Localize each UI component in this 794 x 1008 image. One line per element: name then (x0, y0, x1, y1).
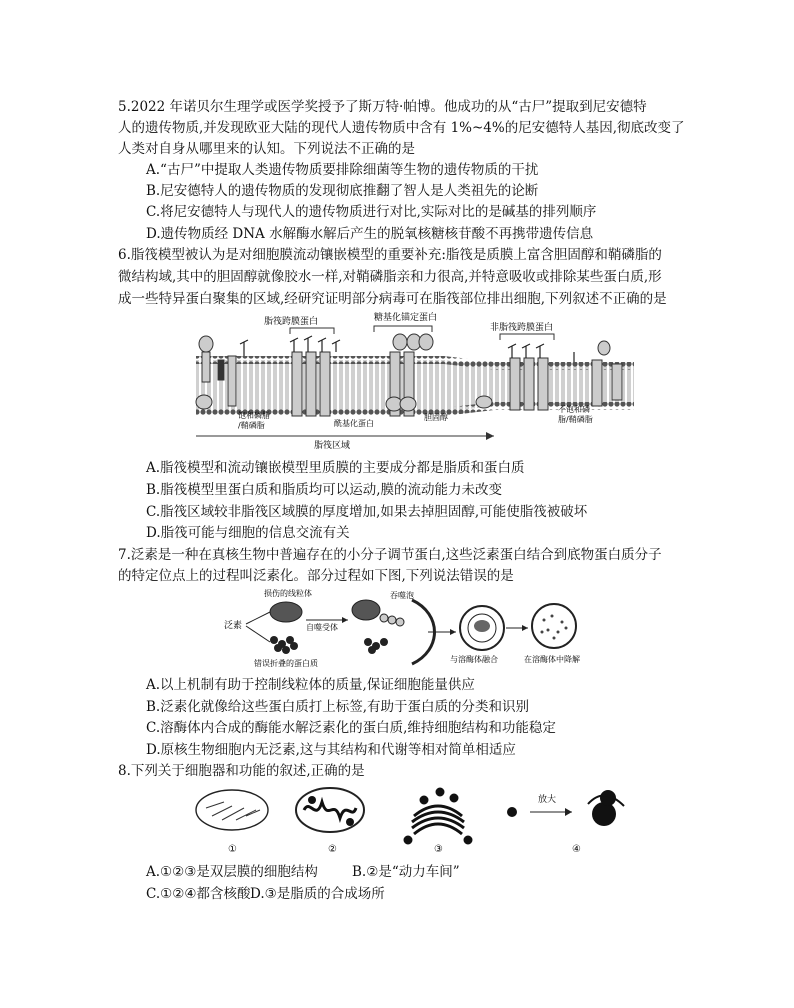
q5-stem-line-1: 5.2022 年诺贝尔生理学或医学奖授予了斯万特·帕博。他成功的从“古尸”提取到尼安德特 (118, 99, 647, 115)
label-cholesterol: 胆固醇 (424, 413, 448, 422)
lipid-raft-figure (194, 312, 634, 450)
label-4: ④ (572, 844, 581, 855)
label-enlarge: 放大 (538, 795, 557, 805)
q6-option-a: A.脂筏模型和流动镶嵌模型里质膜的主要成分都是脂质和蛋白质 (146, 460, 525, 476)
ubiquitination-figure (224, 586, 620, 670)
q5-option-c: C.将尼安德特人与现代人的遗传物质进行对比,实际对比的是碱基的排列顺序 (146, 204, 597, 220)
label-degrade-lysosome: 在溶酶体中降解 (524, 655, 580, 664)
label-gpi-anchored: 糖基化锚定蛋白 (374, 313, 438, 323)
organelles-figure (192, 780, 642, 856)
q7-option-c: C.溶酶体内合成的酶能水解泛素化的蛋白质,维持细胞结构和功能稳定 (146, 720, 556, 736)
label-non-raft-transmembrane: 非脂筏跨膜蛋白 (490, 323, 554, 333)
q6-option-d: D.脂筏可能与细胞的信息交流有关 (146, 525, 350, 541)
organelle-2 (296, 788, 364, 832)
label-raft-region: 脂筏区域 (314, 441, 351, 450)
q5-stem-line-3: 人类对自身从哪里来的认知。下列说法不正确的是 (118, 141, 415, 157)
organelle-4-small (507, 807, 517, 817)
label-1: ① (228, 844, 237, 855)
label-fuse-lysosome: 与溶酶体融合 (450, 655, 498, 664)
q8-stem: 8.下列关于细胞器和功能的叙述,正确的是 (118, 763, 365, 779)
q6-option-c: C.脂筏区域较非脂筏区域膜的厚度增加,如果去掉胆固醇,可能使脂筏被破坏 (146, 504, 588, 520)
q6-option-b: B.脂筏模型里蛋白质和脂质均可以运动,膜的流动能力未改变 (146, 482, 503, 498)
label-unsaturated-lipid-2: 脂/鞘磷脂 (558, 415, 593, 424)
q7-option-a: A.以上机制有助于控制线粒体的质量,保证细胞能量供应 (146, 677, 475, 693)
label-unsaturated-lipid-1: 不饱和磷 (558, 405, 590, 414)
label-acylated: 酰基化蛋白 (334, 419, 374, 428)
q7-option-d: D.原核生物细胞内无泛素,这与其结构和代谢等相对简单相适应 (146, 742, 516, 758)
q5-option-d: D.遗传物质经 DNA 水解酶水解后产生的脱氧核糖核苷酸不再携带遗传信息 (146, 226, 594, 242)
q7-stem-line-1: 7.泛素是一种在真核生物中普遍存在的小分子调节蛋白,这些泛素蛋白结合到底物蛋白质分子 (118, 547, 662, 563)
label-phagophore: 吞噬泡 (390, 591, 414, 600)
q8-option-b: B.②是“动力车间” (352, 864, 460, 880)
label-saturated-lipid-2: /鞘磷脂 (238, 421, 265, 430)
label-saturated-lipid-1: 饱和磷脂 (238, 411, 270, 420)
label-ubiquitin: 泛素 (224, 621, 243, 631)
organelle-1 (196, 790, 268, 830)
q5-option-a: A.“古尸”中提取人类遗传物质要排除细菌等生物的遗传物质的干扰 (146, 162, 539, 178)
q5-option-b: B.尼安德特人的遗传物质的发现彻底推翻了智人是人类祖先的论断 (146, 183, 539, 199)
q6-stem-line-1: 6.脂筏模型被认为是对细胞膜流动镶嵌模型的重要补充:脂筏是质膜上富含胆固醇和鞘磷脂的 (118, 247, 662, 263)
q8-option-c: C.①②④都含核酸 (146, 886, 251, 902)
label-raft-transmembrane: 脂筏跨膜蛋白 (264, 317, 319, 327)
q8-option-a: A.①②③是双层膜的细胞结构 (146, 864, 318, 880)
label-3: ③ (434, 844, 443, 855)
organelle-4-enlarged (588, 790, 624, 826)
q6-stem-line-3: 成一些特异蛋白聚集的区域,经研究证明部分病毒可在脂筏部位排出细胞,下列叙述不正确的是 (118, 291, 667, 307)
label-2: ② (328, 844, 337, 855)
q5-stem-line-2: 人的遗传物质,并发现欧亚大陆的现代人遗传物质中含有 1%~4%的尼安德特人基因,彻底改变了 (118, 120, 685, 136)
q7-stem-line-2: 的特定位点上的过程叫泛素化。部分过程如下图,下列说法错误的是 (118, 568, 514, 584)
q7-option-b: B.泛素化就像给这些蛋白质打上标签,有助于蛋白质的分类和识别 (146, 699, 530, 715)
label-damaged-mitochondria: 损伤的线粒体 (264, 589, 312, 598)
label-autophagy-receptor: 自噬受体 (306, 623, 338, 632)
label-misfolded-protein: 错误折叠的蛋白质 (254, 659, 318, 668)
organelle-3 (405, 789, 471, 843)
q6-stem-line-2: 微结构域,其中的胆固醇就像胶水一样,对鞘磷脂亲和力很高,并特意吸收或排除某些蛋白质,形 (118, 269, 662, 285)
q8-option-d: D.③是脂质的合成场所 (250, 886, 385, 902)
